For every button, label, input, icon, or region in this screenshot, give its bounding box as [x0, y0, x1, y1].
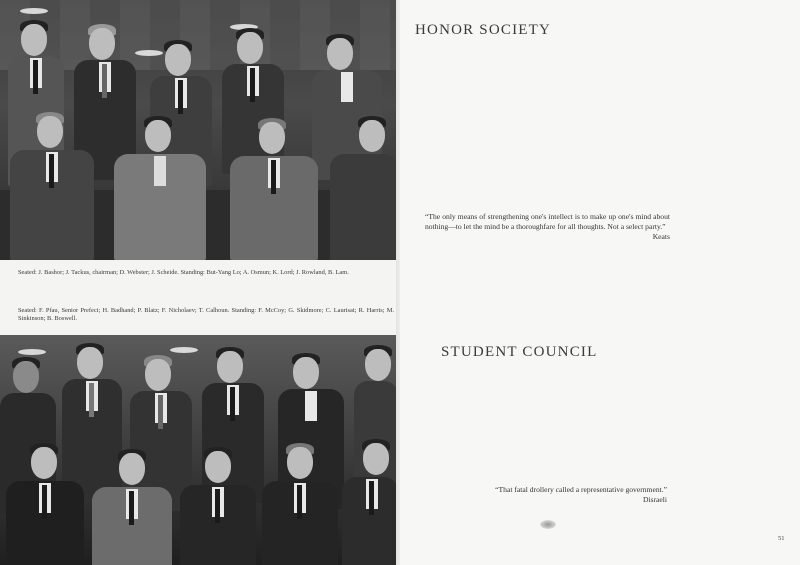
keats-attribution: Keats [652, 232, 670, 241]
student-council-caption: Seated: F. Pfau, Senior Prefect; H. Badhand; P. Blatz; F. Nicholaev; T. Calhoun. Standing: F. McCoy; G. Skidmore; C. Laurisat; R. Harris; M. Sinkinson; B. Boswell. [18, 307, 394, 322]
keats-quote [425, 212, 670, 242]
disraeli-quote-text: “That fatal drollery called a representative government.” [495, 485, 667, 494]
ceiling-light [135, 50, 163, 56]
student-council-photo [0, 335, 398, 565]
ceiling-light [18, 349, 46, 355]
right-page [400, 0, 800, 565]
keats-quote-text: “The only means of strengthening one's intellect is to make up one's mind about nothing—to let the mind be a thoroughfare for all thoughts. Not a select party.” [425, 212, 670, 231]
ink-smudge [540, 520, 556, 529]
honor-society-title: HONOR SOCIETY [415, 22, 552, 38]
page-number: 51 [778, 535, 785, 542]
ceiling-light [170, 347, 198, 353]
honor-society-caption: Seated: J. Bashor; J. Tackus, chairman; D. Webster; J. Scheide. Standing: But-Yang Lo; A. Osmun; K. Lord; J. Rowland, B. Lam. [18, 269, 349, 276]
ceiling-light [20, 8, 48, 14]
student-council-title: STUDENT COUNCIL [441, 344, 598, 360]
disraeli-quote [447, 485, 667, 505]
honor-society-photo [0, 0, 398, 260]
disraeli-attribution: Disraeli [642, 495, 667, 504]
